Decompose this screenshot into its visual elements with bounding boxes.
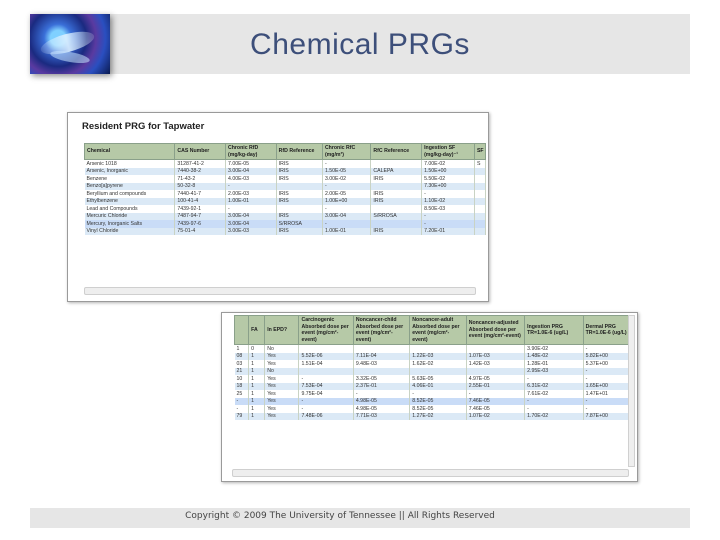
- table-cell: -: [583, 375, 633, 383]
- table-cell: 5.37E+00: [583, 360, 633, 368]
- table-cell: -: [422, 190, 475, 198]
- table-cell: 71-43-2: [175, 175, 226, 183]
- table-cell: 1.00E-01: [322, 228, 370, 236]
- table-cell: 1: [249, 375, 265, 383]
- table-cell: 7.87E+00: [583, 413, 633, 421]
- table-cell: 3.90E-02: [525, 345, 583, 353]
- table-cell: 7.61E-02: [525, 390, 583, 398]
- table-cell: -: [235, 405, 249, 413]
- column-header[interactable]: Chronic RfD (mg/kg-day): [226, 144, 277, 160]
- table-header-row: [85, 144, 486, 160]
- table-cell: -: [525, 375, 583, 383]
- table-cell: No: [265, 345, 299, 353]
- table-cell: 7.30E+00: [422, 183, 475, 191]
- table-cell: 7.46E-05: [466, 398, 524, 406]
- table-row[interactable]: [85, 175, 486, 183]
- table-cell: -: [353, 390, 409, 398]
- table-row[interactable]: [85, 220, 486, 228]
- table-cell: 1.00E+00: [322, 198, 370, 206]
- table-cell: 9.75E-04: [299, 390, 353, 398]
- slide-title: Chemical PRGs: [250, 28, 470, 61]
- table-cell: 1: [249, 353, 265, 361]
- table-cell: Yes: [265, 353, 299, 361]
- table-cell: 3.00E-04: [226, 213, 277, 221]
- table-cell: 4.97E-05: [466, 375, 524, 383]
- table-cell: [466, 368, 524, 376]
- table-cell: 1.48E-02: [525, 353, 583, 361]
- table-cell: -: [299, 405, 353, 413]
- table-cell: 3.00E-04: [322, 213, 370, 221]
- column-header[interactable]: Carcinogenic Absorbed dose per event (mg/cm²-event): [299, 316, 353, 345]
- table-cell: IRIS: [276, 160, 322, 168]
- table-cell: 1.70E-02: [525, 413, 583, 421]
- table-cell: 10: [235, 375, 249, 383]
- table-cell: S: [474, 160, 485, 168]
- table-cell: 5.82E+00: [583, 353, 633, 361]
- table-cell: 25: [235, 390, 249, 398]
- table-cell: 1.07E-03: [466, 353, 524, 361]
- table-cell: 6.31E-02: [525, 383, 583, 391]
- table-cell: 3.00E-04: [226, 220, 277, 228]
- horizontal-scrollbar[interactable]: [232, 469, 629, 477]
- column-header[interactable]: FA: [249, 316, 265, 345]
- column-header[interactable]: Ingestion PRG TR=1.0E-6 (ug/L): [525, 316, 583, 345]
- table-cell: 7.71E-03: [353, 413, 409, 421]
- table-cell: 03: [235, 360, 249, 368]
- column-header[interactable]: RfD Reference: [276, 144, 322, 160]
- table-cell: Arsenic 1018: [85, 160, 175, 168]
- table-cell: -: [322, 205, 370, 213]
- column-header[interactable]: CAS Number: [175, 144, 226, 160]
- table-cell: [466, 345, 524, 353]
- table-row[interactable]: [85, 168, 486, 176]
- table-cell: 1: [249, 368, 265, 376]
- table-cell: IRIS: [276, 168, 322, 176]
- table-cell: IRIS: [276, 228, 322, 236]
- table-cell: 1.28E-01: [525, 360, 583, 368]
- table-cell: 1: [249, 360, 265, 368]
- table-cell: [371, 205, 422, 213]
- dermal-prg-screenshot: [221, 312, 638, 482]
- table-cell: IRIS: [276, 190, 322, 198]
- table-cell: 21: [235, 368, 249, 376]
- resident-prg-screenshot: [67, 112, 489, 302]
- table-cell: Yes: [265, 413, 299, 421]
- table-cell: 1.27E-02: [410, 413, 466, 421]
- table-cell: 1: [249, 413, 265, 421]
- column-header[interactable]: Noncancer-adjusted Absorbed dose per event (mg/cm²-event): [466, 316, 524, 345]
- table-row[interactable]: [85, 198, 486, 206]
- table-cell: 1.50E-05: [322, 168, 370, 176]
- table-cell: Benzo[a]pyrene: [85, 183, 175, 191]
- table-cell: Ethylbenzene: [85, 198, 175, 206]
- column-header[interactable]: Noncancer-child Absorbed dose per event (mg/cm²-event): [353, 316, 409, 345]
- table-cell: 1: [235, 345, 249, 353]
- table-cell: 7439-97-6: [175, 220, 226, 228]
- table-row[interactable]: [235, 398, 634, 406]
- table-cell: 7.53E-04: [299, 383, 353, 391]
- table-cell: 75-01-4: [175, 228, 226, 236]
- table-cell: 1.10E-02: [422, 198, 475, 206]
- table-cell: [276, 205, 322, 213]
- table-cell: -: [322, 183, 370, 191]
- table-cell: [371, 220, 422, 228]
- table-cell: IRIS: [371, 198, 422, 206]
- table-cell: 4.00E-03: [226, 175, 277, 183]
- table-cell: 3.32E-05: [353, 375, 409, 383]
- table-cell: 7.48E-06: [299, 413, 353, 421]
- table-cell: 1.00E-01: [226, 198, 277, 206]
- table-cell: -: [226, 183, 277, 191]
- table-row[interactable]: [85, 228, 486, 236]
- table-cell: 9.48E-03: [353, 360, 409, 368]
- table-row[interactable]: [85, 213, 486, 221]
- table-cell: 1.07E-02: [466, 413, 524, 421]
- table-cell: -: [322, 160, 370, 168]
- table-cell: 3.00E-02: [322, 175, 370, 183]
- table-cell: 0: [249, 345, 265, 353]
- table-cell: 8.52E-05: [410, 398, 466, 406]
- table-cell: [474, 183, 485, 191]
- table-cell: S/RROSA: [371, 213, 422, 221]
- table-cell: Yes: [265, 398, 299, 406]
- table-cell: -: [410, 390, 466, 398]
- table-cell: 1.51E-04: [299, 360, 353, 368]
- table-cell: [353, 345, 409, 353]
- table-cell: Yes: [265, 383, 299, 391]
- table-cell: 2.95E-03: [525, 368, 583, 376]
- table-cell: 1.47E+01: [583, 390, 633, 398]
- table-cell: [299, 345, 353, 353]
- table-cell: Lead and Compounds: [85, 205, 175, 213]
- dermal-table: [234, 315, 634, 420]
- table-cell: Yes: [265, 360, 299, 368]
- table-row[interactable]: [235, 383, 634, 391]
- table-cell: 18: [235, 383, 249, 391]
- column-header[interactable]: Chemical: [85, 144, 175, 160]
- copyright-footer: Copyright © 2009 The University of Tennessee || All Rights Reserved: [185, 511, 495, 521]
- table-row[interactable]: [235, 375, 634, 383]
- table-cell: 7.46E-05: [466, 405, 524, 413]
- table-row[interactable]: [235, 345, 634, 353]
- table-cell: 08: [235, 353, 249, 361]
- table-cell: [474, 198, 485, 206]
- table-cell: 5.63E-05: [410, 375, 466, 383]
- table-cell: [410, 368, 466, 376]
- prg-table: [84, 143, 486, 235]
- table-cell: Yes: [265, 405, 299, 413]
- column-header[interactable]: Noncancer-adult Absorbed dose per event (mg/cm²-event): [410, 316, 466, 345]
- table-cell: IRIS: [276, 175, 322, 183]
- table-row[interactable]: [235, 413, 634, 421]
- table-cell: -: [583, 345, 633, 353]
- table-cell: 7439-92-1: [175, 205, 226, 213]
- table-cell: 31287-41-2: [175, 160, 226, 168]
- table-cell: IRIS: [371, 228, 422, 236]
- table-row[interactable]: [235, 368, 634, 376]
- table-cell: -: [299, 375, 353, 383]
- table-cell: 4.98E-05: [353, 398, 409, 406]
- table-cell: 50-32-8: [175, 183, 226, 191]
- table-row[interactable]: [235, 353, 634, 361]
- table-cell: 7440-41-7: [175, 190, 226, 198]
- table-cell: Yes: [265, 375, 299, 383]
- table-cell: 1.50E+00: [422, 168, 475, 176]
- table-cell: IRIS: [371, 190, 422, 198]
- table-row[interactable]: [85, 190, 486, 198]
- column-header[interactable]: In EPD?: [265, 316, 299, 345]
- table-cell: 7.00E-05: [226, 160, 277, 168]
- table-cell: 1: [249, 398, 265, 406]
- table-cell: [371, 183, 422, 191]
- table-cell: 1: [249, 390, 265, 398]
- table-cell: [410, 345, 466, 353]
- table-cell: [299, 368, 353, 376]
- table-cell: 1: [249, 383, 265, 391]
- column-header[interactable]: Dermal PRG TR=1.0E-6 (ug/L): [583, 316, 633, 345]
- table-cell: 8.50E-03: [422, 205, 475, 213]
- table-cell: Benzene: [85, 175, 175, 183]
- table-cell: Yes: [265, 390, 299, 398]
- table-cell: -: [525, 398, 583, 406]
- table-cell: -: [583, 398, 633, 406]
- table-row[interactable]: [85, 183, 486, 191]
- table-cell: IRIS: [276, 213, 322, 221]
- column-header[interactable]: Ingestion SF (mg/kg-day)⁻¹: [422, 144, 475, 160]
- table-row[interactable]: [235, 390, 634, 398]
- vertical-scrollbar[interactable]: [628, 315, 635, 467]
- table-cell: -: [322, 220, 370, 228]
- table-cell: 2.37E-01: [353, 383, 409, 391]
- table-cell: 7487-94-7: [175, 213, 226, 221]
- table-cell: Beryllium and compounds: [85, 190, 175, 198]
- panel-heading: Resident PRG for Tapwater: [82, 121, 205, 132]
- table-cell: [371, 160, 422, 168]
- table-cell: 1.42E-03: [466, 360, 524, 368]
- column-header[interactable]: Chronic RfC (mg/m³): [322, 144, 370, 160]
- table-cell: -: [226, 205, 277, 213]
- table-cell: 1.62E-02: [410, 360, 466, 368]
- table-cell: 7.00E-02: [422, 160, 475, 168]
- table-cell: [474, 205, 485, 213]
- table-cell: 1.22E-03: [410, 353, 466, 361]
- table-cell: -: [525, 405, 583, 413]
- table-cell: [474, 190, 485, 198]
- table-cell: [353, 368, 409, 376]
- table-cell: [474, 213, 485, 221]
- table-cell: 1: [249, 405, 265, 413]
- column-header[interactable]: RfC Reference: [371, 144, 422, 160]
- table-cell: 5.50E-02: [422, 175, 475, 183]
- table-cell: 3.00E-04: [226, 168, 277, 176]
- table-cell: [474, 175, 485, 183]
- table-cell: Mercuric Chloride: [85, 213, 175, 221]
- satellite-logo-icon: [30, 14, 110, 74]
- table-cell: IRIS: [371, 175, 422, 183]
- table-cell: 3.00E-03: [226, 228, 277, 236]
- horizontal-scrollbar[interactable]: [84, 287, 476, 295]
- table-cell: Vinyl Chloride: [85, 228, 175, 236]
- table-cell: 4.98E-05: [353, 405, 409, 413]
- table-cell: CALEPA: [371, 168, 422, 176]
- table-cell: 4.06E-01: [410, 383, 466, 391]
- table-cell: [276, 183, 322, 191]
- column-header[interactable]: [235, 316, 249, 345]
- table-cell: 5.52E-06: [299, 353, 353, 361]
- table-cell: -: [235, 398, 249, 406]
- table-cell: 7440-38-2: [175, 168, 226, 176]
- table-row[interactable]: [85, 205, 486, 213]
- table-row[interactable]: [235, 405, 634, 413]
- table-cell: 2.55E-01: [466, 383, 524, 391]
- table-cell: -: [466, 390, 524, 398]
- table-cell: IRIS: [276, 198, 322, 206]
- table-cell: 79: [235, 413, 249, 421]
- table-cell: 7.11E-04: [353, 353, 409, 361]
- table-cell: 7.20E-01: [422, 228, 475, 236]
- table-cell: -: [422, 220, 475, 228]
- table-cell: -: [422, 213, 475, 221]
- table-cell: -: [583, 368, 633, 376]
- table-cell: Arsenic, Inorganic: [85, 168, 175, 176]
- table-cell: 2.00E-03: [226, 190, 277, 198]
- table-cell: [474, 220, 485, 228]
- table-cell: S/RROSA: [276, 220, 322, 228]
- table-cell: 1.65E+00: [583, 383, 633, 391]
- table-cell: -: [299, 398, 353, 406]
- table-row[interactable]: [85, 160, 486, 168]
- table-cell: 2.00E-05: [322, 190, 370, 198]
- table-cell: [474, 228, 485, 236]
- column-header[interactable]: SF: [474, 144, 485, 160]
- table-cell: Mercury, Inorganic Salts: [85, 220, 175, 228]
- table-row[interactable]: [235, 360, 634, 368]
- table-header-row: [235, 316, 634, 345]
- table-cell: [474, 168, 485, 176]
- table-cell: No: [265, 368, 299, 376]
- table-cell: 8.52E-05: [410, 405, 466, 413]
- table-cell: -: [583, 405, 633, 413]
- table-cell: 100-41-4: [175, 198, 226, 206]
